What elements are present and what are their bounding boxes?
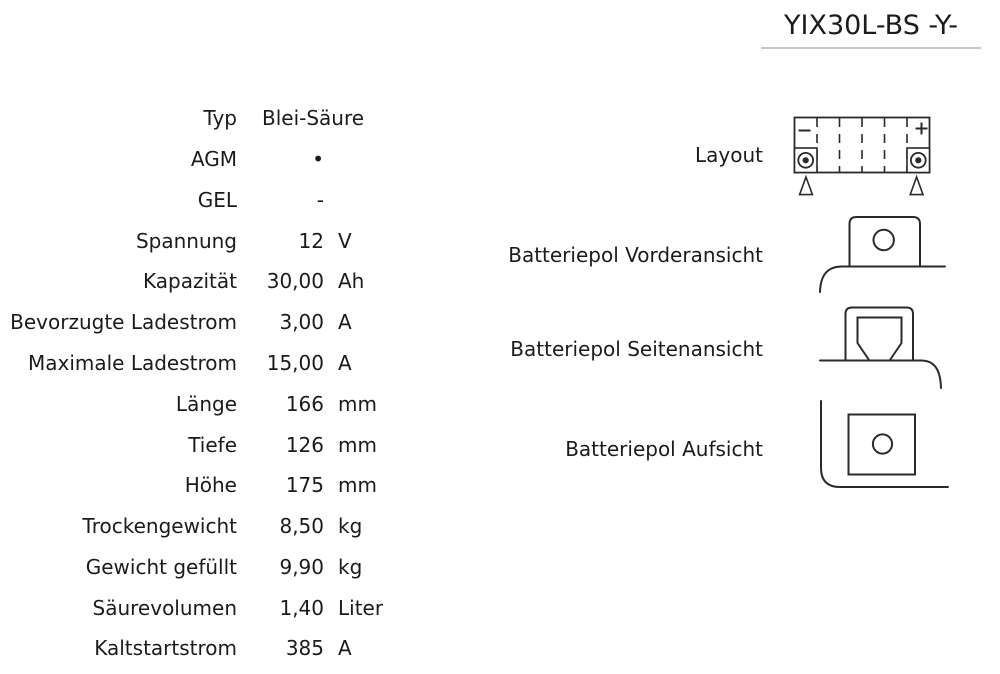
spec-unit: kg	[338, 554, 363, 579]
spec-unit: A	[338, 350, 352, 375]
pole-hole	[874, 230, 894, 250]
spec-row-trockengewicht	[0, 506, 430, 547]
spec-value: Blei-Säure	[262, 106, 365, 131]
spec-value: 8,50	[279, 514, 324, 539]
spec-row-kapazitaet	[0, 261, 430, 302]
spec-row-saeurevolumen	[0, 587, 430, 628]
spec-unit: A	[338, 310, 352, 335]
spec-value: 9,90	[279, 554, 324, 579]
battery-pole-top-diagram	[821, 401, 948, 487]
spec-value: 126	[285, 432, 324, 457]
pole-block-outline	[846, 308, 914, 361]
spec-label: Spannung	[135, 228, 237, 253]
pole-block	[850, 217, 921, 267]
spec-label: Kaltstartstrom	[94, 636, 237, 661]
spec-row-bevorzugte-ladestrom	[0, 302, 430, 343]
battery-body	[795, 118, 930, 173]
battery-corner-edge	[821, 401, 948, 487]
spec-row-laenge	[0, 383, 430, 424]
battery-pole-front-diagram	[820, 217, 945, 292]
battery-layout-diagram	[795, 118, 930, 195]
spec-label: Kapazität	[143, 269, 237, 294]
spec-label: GEL	[197, 187, 237, 212]
spec-label: Tiefe	[188, 432, 237, 457]
left-terminal-post-icon	[795, 148, 818, 173]
spec-value: -	[316, 187, 324, 212]
battery-pole-side-diagram	[820, 308, 941, 389]
spec-row-spannung	[0, 220, 430, 261]
pole-socket-profile	[858, 318, 902, 360]
battery-pole-front-view-label: Batteriepol Vorderansicht	[508, 243, 763, 267]
page-title: YIX30L-BS -Y-	[761, 9, 981, 49]
spec-value: 1,40	[279, 595, 324, 620]
spec-row-typ	[0, 98, 430, 139]
spec-row-kaltstartstrom	[0, 628, 430, 669]
spec-label: Bevorzugte Ladestrom	[10, 310, 237, 335]
spec-value: •	[312, 147, 324, 172]
spec-label: Gewicht gefüllt	[85, 554, 237, 579]
spec-row-gel	[0, 180, 430, 221]
spec-unit: Ah	[338, 269, 365, 294]
spec-unit: kg	[338, 514, 363, 539]
cell-divider-lines	[817, 118, 907, 172]
spec-label: Maximale Ladestrom	[27, 350, 237, 375]
spec-unit: mm	[338, 432, 377, 457]
spec-row-agm	[0, 139, 430, 180]
layout-label: Layout	[695, 143, 763, 167]
spec-label: Länge	[175, 391, 237, 416]
spec-unit: A	[338, 636, 352, 661]
vent-triangle-icons	[800, 177, 923, 195]
plus-terminal-icon	[916, 123, 928, 135]
spec-value: 12	[298, 228, 324, 253]
battery-pole-side-view-label: Batteriepol Seitenansicht	[510, 337, 763, 361]
right-terminal-post-icon	[907, 148, 930, 173]
spec-row-maximale-ladestrom	[0, 343, 430, 384]
spec-value: 15,00	[266, 350, 324, 375]
spec-unit: mm	[338, 473, 377, 498]
spec-unit: Liter	[338, 595, 384, 620]
battery-lid-edge	[820, 361, 941, 389]
spec-value: 175	[285, 473, 324, 498]
spec-value: 166	[285, 391, 324, 416]
spec-label: Säurevolumen	[92, 595, 237, 620]
spec-label: AGM	[190, 147, 237, 172]
spec-unit: V	[338, 228, 352, 253]
spec-row-gewicht-gefuellt	[0, 546, 430, 587]
spec-value: 30,00	[266, 269, 324, 294]
spec-label: Trockengewicht	[82, 514, 237, 539]
spec-value: 3,00	[279, 310, 324, 335]
spec-label: Höhe	[184, 473, 237, 498]
pole-hole	[873, 434, 892, 453]
spec-value: 385	[285, 636, 324, 661]
spec-label: Typ	[203, 106, 237, 131]
spec-row-tiefe	[0, 424, 430, 465]
battery-pole-top-view-label: Batteriepol Aufsicht	[565, 437, 763, 461]
spec-unit: mm	[338, 391, 377, 416]
spec-table	[0, 98, 430, 669]
pole-block	[849, 415, 916, 475]
spec-row-hoehe	[0, 465, 430, 506]
battery-lid-edge	[820, 267, 945, 293]
